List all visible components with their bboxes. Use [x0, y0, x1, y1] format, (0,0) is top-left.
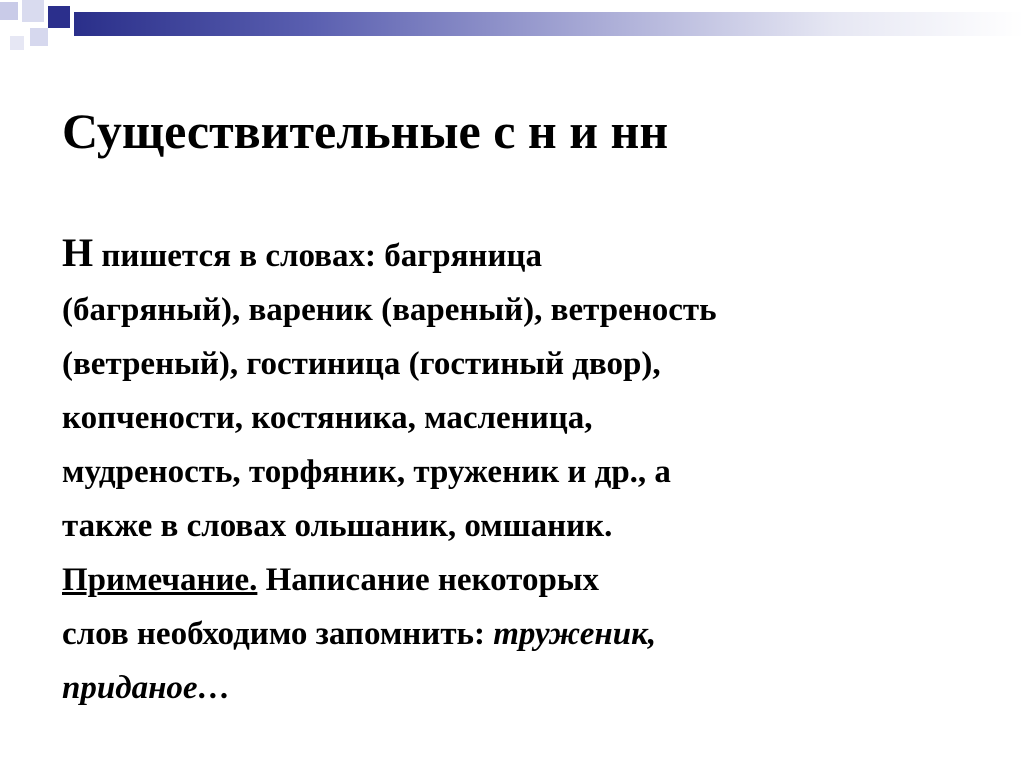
body-line-8: [62, 607, 962, 661]
body-line-9: приданое…: [62, 670, 231, 706]
note-label: Примечание.: [62, 562, 258, 598]
body-line-4: копчености, костяника, масленица,: [62, 400, 593, 436]
decor-square: [10, 36, 24, 50]
body-line-6: также в словах ольшаник, омшаник.: [62, 508, 613, 544]
body-line-5: мудреность, торфяник, труженик и др., а: [62, 454, 671, 490]
body-line-2: (багряный), вареник (вареный), ветреность: [62, 292, 717, 328]
note-text: Написание некоторых: [257, 562, 600, 598]
body-text: пишется в словах: багряница: [93, 238, 542, 274]
slide-body: [62, 226, 962, 715]
decor-square: [22, 0, 44, 22]
header-decoration: [0, 0, 1024, 70]
example-word: труженик,: [493, 616, 657, 652]
body-line-1: [62, 226, 962, 283]
body-line-3: (ветреный), гостиница (гостиный двор),: [62, 346, 661, 382]
decor-square: [48, 6, 70, 28]
body-text: слов необходимо запомнить:: [62, 616, 494, 652]
decor-square: [0, 2, 18, 20]
body-line-7: [62, 553, 962, 607]
header-gradient-bar: [74, 12, 1024, 36]
initial-letter: Н: [62, 230, 94, 275]
slide-title: Существительные с н и нн: [62, 103, 669, 159]
decor-square: [30, 28, 48, 46]
